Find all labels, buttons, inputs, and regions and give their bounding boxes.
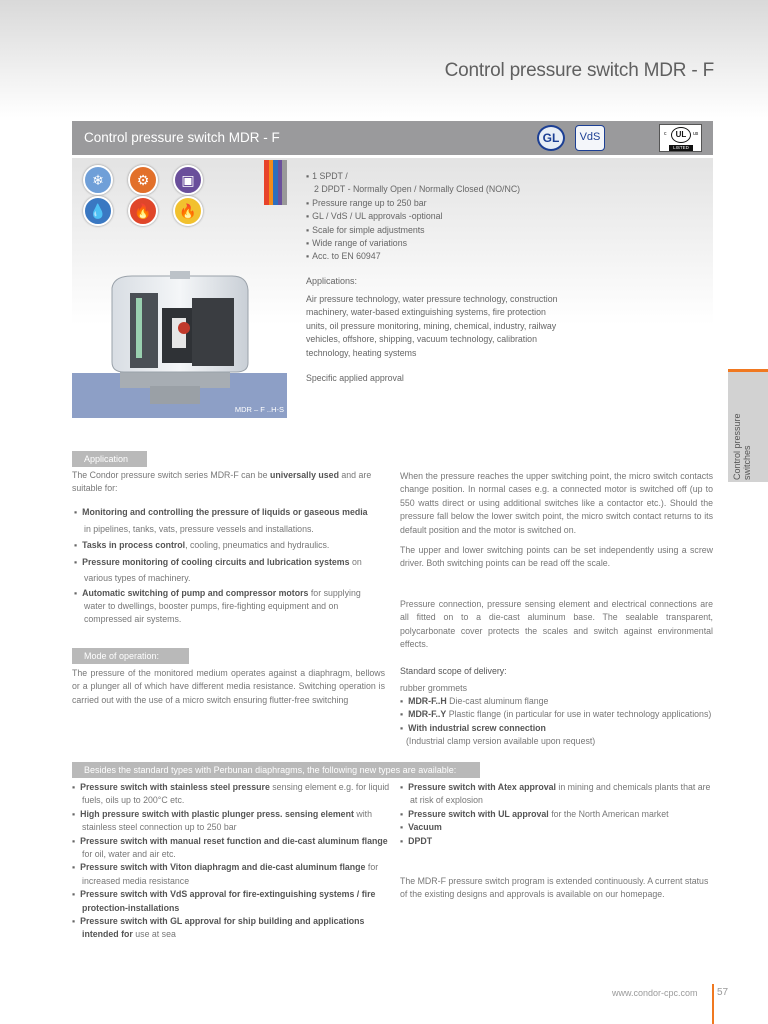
list-item: ▪ Pressure switch with stainless steel pressure sensing element e.g. for liquid fuels, oils up to 200°C etc. [72,781,390,808]
list-item: ▪ Monitoring and controlling the pressure of liquids or gaseous media in pipelines, tanks, vats, pressure vessels and installations. [74,504,374,537]
delivery-note: (Industrial clamp version available upon request) [406,736,596,746]
application-list [74,504,374,627]
air-icon: ❄ [83,165,113,195]
color-stripes [264,160,287,205]
approval-note: Specific applied approval [306,373,404,383]
feature-item: ▪ Scale for simple adjustments [306,224,520,237]
side-tab-section [728,369,768,482]
new-types-right-list [400,781,713,848]
list-item: ▪ Pressure switch with UL approval for the North American market [400,808,713,821]
vds-approval-icon: VdS [575,125,605,151]
list-item: ▪ Vacuum [400,821,713,834]
new-types-left-list [72,781,390,942]
list-item: ▪ Pressure monitoring of cooling circuits and lubrication systems on various types of machinery. [74,554,374,587]
compressor-icon: ⚙ [128,165,158,195]
page-number: 57 [717,987,729,998]
list-item: ▪ Pressure switch with Viton diaphragm and die-cast aluminum flange for increased media resistance [72,861,390,888]
product-header-bar [72,121,713,155]
fire-icon: 🔥 [128,196,158,226]
list-item: ▪ Pressure switch with GL approval for ship building and applications intended for use at sea [72,915,390,942]
feature-list [306,170,520,264]
applications-heading: Applications: [306,276,358,286]
operation-label: Mode of operation: [72,648,189,664]
application-intro-pre: The Condor pressure switch series MDR-F can be [72,470,270,480]
footer-url-link[interactable]: www.condor-cpc.com [612,988,698,998]
ul-c-mark: c [664,131,667,137]
feature-item: ▪ Pressure range up to 250 bar [306,197,520,210]
application-label: Application [72,451,147,467]
feature-item: ▪ 1 SPDT / [306,170,520,183]
list-item: ▪ Pressure switch with VdS approval for fire-extinguishing systems / fire protection-installations [72,888,390,915]
list-item: ▪ Automatic switching of pump and compressor motors for supplying water to dwellings, booster pumps, fire-fighting equipment and on compressed air systems. [74,587,374,627]
ul-us-mark: us [693,131,699,137]
application-intro [72,469,372,496]
top-gradient-band [0,0,768,118]
construction-paragraph: Pressure connection, pressure sensing element and electrical connections are all fitted on to a die-cast aluminum base. The sealable transparent, polycarbonate cover protects the scales and switch against environmental effects. [400,599,713,650]
feature-item: 2 DPDT - Normally Open / Normally Closed (NO/NC) [314,184,521,195]
list-item: ▪ With industrial screw connection [400,722,713,735]
list-item: ▪ MDR-F..H Die-cast aluminum flange [400,695,713,708]
list-item: ▪ Pressure switch with Atex approval in mining and chemicals plants that are at risk of explosion [400,781,713,808]
operation-text: The pressure of the monitored medium operates against a diaphragm, bellows or a plunger all of which have different media resistance. Switching operation is carried out with the use of a micro switch ensuring flutter-free switching [72,668,385,705]
photo-model-label: MDR – F ..H-S [234,405,284,414]
side-tab-label: Control pressure switches [732,413,752,480]
list-item: ▪ Pressure switch with manual reset function and die-cast aluminum flange for oil, water and air etc. [72,835,390,862]
delivery-list [400,695,713,735]
application-intro-post: and are suitable for: [72,470,372,494]
list-item: ▪ DPDT [400,835,713,848]
delivery-heading: Standard scope of delivery: [400,666,507,676]
program-note: The MDR-F pressure switch program is extended continuously. A current status of the existing designs and approvals is available on our homepage. [400,876,709,900]
feature-item: ▪ Wide range of variations [306,237,520,250]
railway-icon: ▣ [173,165,203,195]
list-item: ▪ MDR-F..Y Plastic flange (in particular for use in water technology applications) [400,708,713,721]
ul-listed-icon [659,124,702,152]
feature-item: ▪ Acc. to EN 60947 [306,250,520,263]
gl-approval-icon: GL [537,125,565,151]
applications-text: Air pressure technology, water pressure technology, construction machinery, water-based extinguishing systems, fire protection units, oil pressure monitoring, mining, chemical, industry, railway vehicles, offshore, shipping, vacuum technology, calibration technology, heating systems [306,294,558,358]
ul-listed-label: LISTED [669,145,693,151]
oil-icon: 🔥 [173,196,203,226]
application-intro-bold: universally used [270,470,339,480]
list-item: ▪ Tasks in process control, cooling, pneumatics and hydraulics. [74,537,374,554]
page-title: Control pressure switch MDR - F [444,60,714,81]
footer-divider [712,984,714,1024]
operation-paragraph-1: When the pressure reaches the upper switching point, the micro switch contacts change position. In normal cases e.g. a connected motor is switched off (up to 550 watts direct or using additional switches like a contactor etc.). Should the pressure fall below the lower switch point, the micro switch contact returns to its default position and the motor is switched on. [400,471,713,535]
ul-mark: UL [671,127,691,143]
list-item: ▪ High pressure switch with plastic plunger press. sensing element with stainless steel connection up to 250 bar [72,808,390,835]
water-icon: 💧 [83,196,113,226]
operation-paragraph-2: The upper and lower switching points can be set independently using a screw driver. Both switching points can be read off the scale. [400,545,713,569]
new-types-label: Besides the standard types with Perbunan diaphragms, the following new types are available: [72,762,480,778]
delivery-line: rubber grommets [400,683,467,693]
color-stripe [282,160,287,205]
product-header-title: Control pressure switch MDR - F [84,130,280,145]
feature-item: ▪ GL / VdS / UL approvals -optional [306,210,520,223]
